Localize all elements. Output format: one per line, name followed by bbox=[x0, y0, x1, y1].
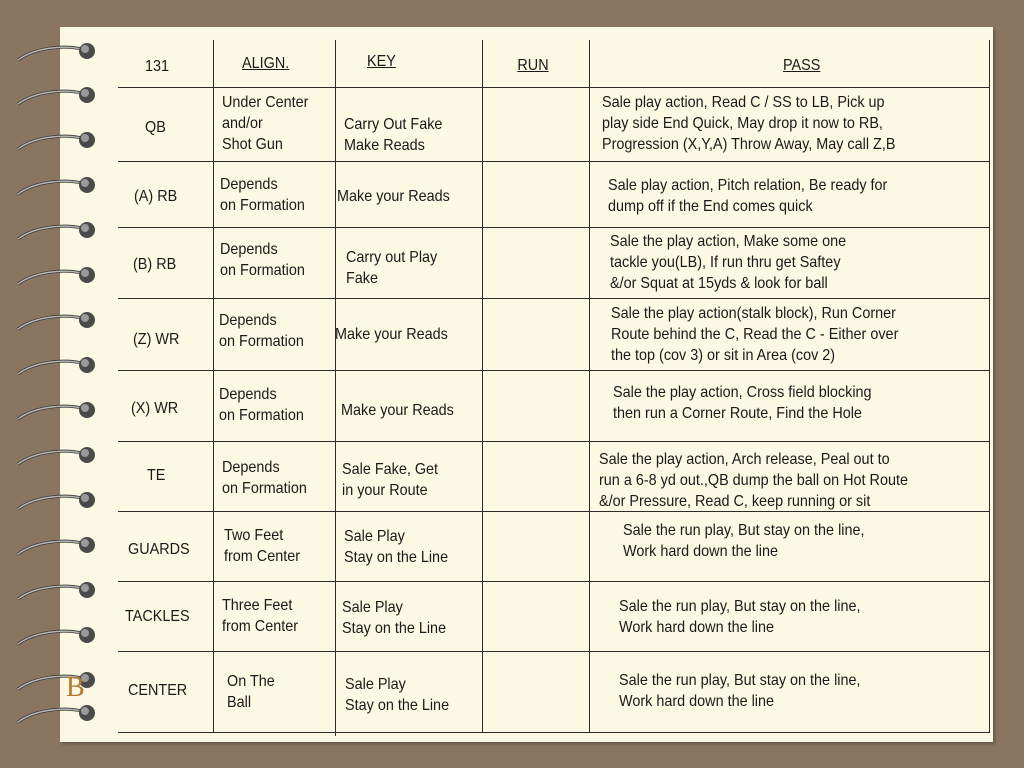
align-text: On The bbox=[227, 673, 275, 690]
pass-text: Route behind the C, Read the C - Either over bbox=[611, 326, 899, 343]
position-label: (B) RB bbox=[133, 256, 177, 273]
pass-text: Sale play action, Read C / SS to LB, Pick up bbox=[602, 94, 885, 111]
column-divider bbox=[213, 40, 214, 732]
pass-text: Sale the run play, But stay on the line, bbox=[619, 598, 861, 615]
key-text: Sale Play bbox=[345, 676, 406, 693]
pass-text: Sale the run play, But stay on the line, bbox=[623, 522, 865, 539]
position-label: (A) RB bbox=[134, 188, 178, 205]
align-text: Shot Gun bbox=[222, 136, 283, 153]
key-text: Carry Out Fake bbox=[344, 116, 443, 133]
key-text: Stay on the Line bbox=[342, 620, 447, 637]
key-text: in your Route bbox=[342, 482, 428, 499]
align-text: Depends bbox=[219, 312, 277, 329]
column-divider bbox=[589, 40, 590, 732]
pass-text: Progression (X,Y,A) Throw Away, May call Z,B bbox=[602, 136, 896, 153]
pass-text: Work hard down the line bbox=[619, 693, 775, 710]
key-text: Sale Fake, Get bbox=[342, 461, 439, 478]
pass-text: Sale play action, Pitch relation, Be ready for bbox=[608, 177, 888, 194]
pass-text: Work hard down the line bbox=[623, 543, 779, 560]
position-label: TE bbox=[147, 467, 166, 484]
pass-text: Sale the run play, But stay on the line, bbox=[619, 672, 861, 689]
position-label: CENTER bbox=[128, 682, 188, 699]
row-divider bbox=[118, 227, 990, 228]
position-label: QB bbox=[145, 119, 166, 136]
pass-text: play side End Quick, May drop it now to RB, bbox=[602, 115, 883, 132]
key-text: Fake bbox=[346, 270, 379, 287]
align-text: Depends bbox=[220, 176, 278, 193]
key-text: Make your Reads bbox=[341, 402, 454, 419]
pass-text: Sale the play action, Make some one bbox=[610, 233, 847, 250]
align-text: from Center bbox=[224, 548, 301, 565]
pass-text: tackle you(LB), If run thru get Saftey bbox=[610, 254, 841, 271]
table-number: 131 bbox=[145, 58, 170, 75]
align-text: Under Center bbox=[222, 94, 309, 111]
column-divider bbox=[989, 40, 990, 732]
header-run: RUN bbox=[517, 57, 549, 74]
row-divider bbox=[118, 581, 990, 582]
position-label: GUARDS bbox=[128, 541, 190, 558]
key-text: Sale Play bbox=[344, 528, 405, 545]
header-align: ALIGN. bbox=[242, 55, 290, 72]
key-text: Make your Reads bbox=[335, 326, 448, 343]
align-text: Three Feet bbox=[222, 597, 293, 614]
align-text: on Formation bbox=[219, 407, 304, 424]
key-text: Make Reads bbox=[344, 137, 425, 154]
align-text: on Formation bbox=[220, 262, 305, 279]
pass-text: &/or Squat at 15yds & look for ball bbox=[610, 275, 828, 292]
pass-text: run a 6-8 yd out.,QB dump the ball on Hot Route bbox=[599, 472, 908, 489]
align-text: and/or bbox=[222, 115, 263, 132]
align-text: from Center bbox=[222, 618, 299, 635]
align-text: on Formation bbox=[222, 480, 307, 497]
column-divider bbox=[335, 40, 336, 736]
header-pass: PASS bbox=[783, 57, 821, 74]
align-text: Depends bbox=[222, 459, 280, 476]
key-text: Stay on the Line bbox=[345, 697, 450, 714]
pass-text: the top (cov 3) or sit in Area (cov 2) bbox=[611, 347, 836, 364]
logo-mark: B bbox=[66, 672, 85, 703]
align-text: Ball bbox=[227, 694, 252, 711]
align-text: Depends bbox=[219, 386, 277, 403]
row-divider bbox=[118, 651, 990, 652]
position-label: TACKLES bbox=[125, 608, 190, 625]
key-text: Carry out Play bbox=[346, 249, 438, 266]
row-divider bbox=[118, 298, 990, 299]
pass-text: &/or Pressure, Read C, keep running or sit bbox=[599, 493, 871, 510]
position-label: (X) WR bbox=[131, 400, 179, 417]
row-divider bbox=[118, 87, 990, 88]
align-text: Depends bbox=[220, 241, 278, 258]
row-divider bbox=[118, 441, 990, 442]
pass-text: Sale the play action, Cross field blocking bbox=[613, 384, 872, 401]
pass-text: then run a Corner Route, Find the Hole bbox=[613, 405, 862, 422]
pass-text: Sale the play action, Arch release, Peal out to bbox=[599, 451, 890, 468]
row-divider bbox=[118, 161, 990, 162]
header-key: KEY bbox=[367, 53, 396, 70]
align-text: on Formation bbox=[219, 333, 304, 350]
column-divider bbox=[482, 40, 483, 732]
pass-text: Sale the play action(stalk block), Run Corner bbox=[611, 305, 896, 322]
row-divider bbox=[118, 370, 990, 371]
pass-text: dump off if the End comes quick bbox=[608, 198, 813, 215]
key-text: Stay on the Line bbox=[344, 549, 449, 566]
align-text: Two Feet bbox=[224, 527, 284, 544]
row-divider bbox=[118, 732, 990, 733]
key-text: Sale Play bbox=[342, 599, 403, 616]
position-label: (Z) WR bbox=[133, 331, 180, 348]
key-text: Make your Reads bbox=[337, 188, 450, 205]
pass-text: Work hard down the line bbox=[619, 619, 775, 636]
align-text: on Formation bbox=[220, 197, 305, 214]
